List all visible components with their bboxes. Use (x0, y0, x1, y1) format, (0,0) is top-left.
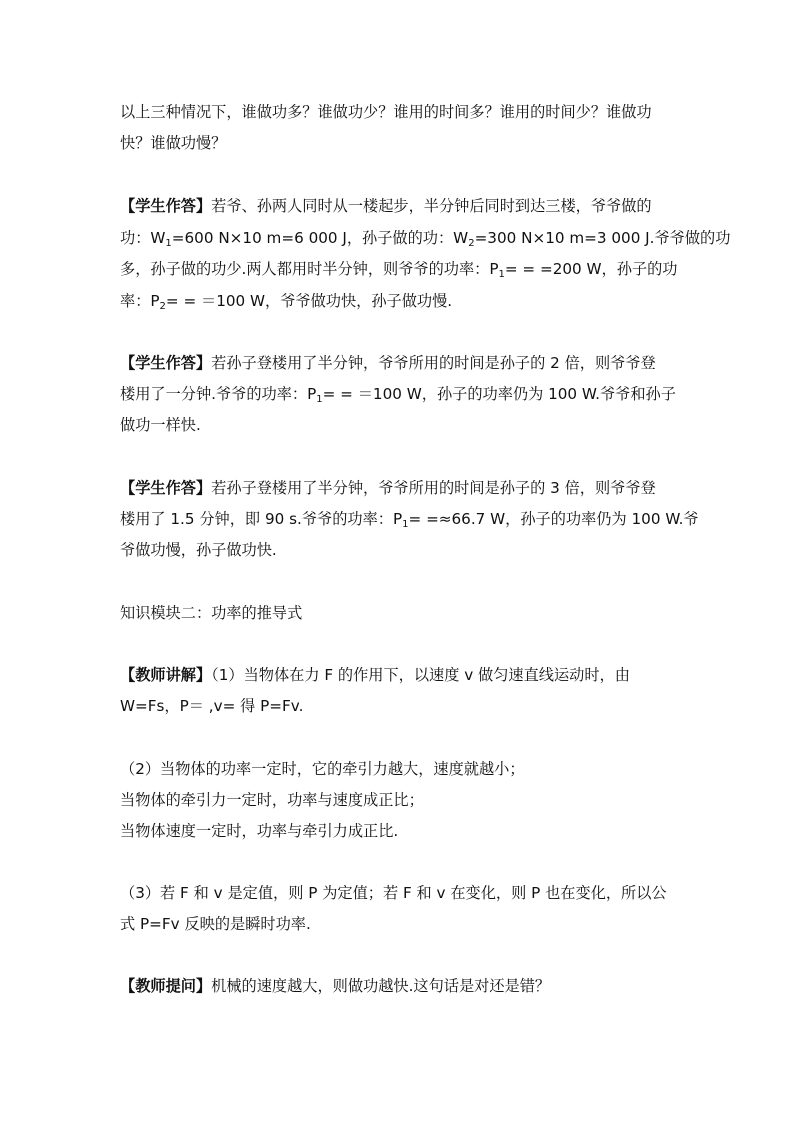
question-text: 机械的速度越大，则做功越快.这句话是对还是错？ (211, 977, 551, 995)
teacher-explanation-label: 【教师讲解】 (120, 666, 212, 684)
intro-question-line-2: 快？谁做功慢？ (120, 134, 227, 152)
student-answer-2-line-2 (120, 384, 680, 404)
teacher-explanation-line-2: W=Fs，P＝ ,v= 得 P=Fv. (120, 697, 304, 715)
answer-text: 多，孙子做的功少.两人都用时半分钟，则爷爷的功率：P (120, 260, 499, 278)
subscript: 2 (159, 301, 166, 312)
student-answer-label: 【学生作答】 (120, 354, 212, 372)
point-3-line-2: 式 P=Fv 反映的是瞬时功率. (120, 915, 311, 933)
student-answer-1-line-2 (120, 228, 731, 249)
subscript: 1 (498, 269, 505, 280)
explanation-text: （1）当物体在力 F 的作用下，以速度 v 做匀速直线运动时，由 (211, 666, 630, 684)
answer-text: 若爷、孙两人同时从一楼起步，半分钟后同时到达三楼，爷爷做的 (211, 197, 652, 215)
subscript: 1 (316, 394, 323, 405)
answer-text: =600 N×10 m=6 000 J，孙子做的功：W (171, 229, 469, 247)
answer-text: =300 N×10 m=3 000 J.爷爷做的功 (474, 229, 731, 247)
answer-text: = = ＝100 W，孙子的功率仍为 100 W.爷爷和孙子 (322, 385, 676, 403)
point-2-line-1: （2）当物体的功率一定时，它的牵引力越大，速度就越小； (120, 760, 525, 778)
student-answer-3-line-2 (120, 509, 699, 530)
student-answer-2-line-1 (120, 353, 680, 373)
student-answer-1-line-1 (120, 196, 680, 216)
teacher-question-label: 【教师提问】 (120, 977, 212, 995)
student-answer-1-line-4 (120, 291, 680, 311)
answer-text: 功：W (120, 229, 166, 247)
answer-text: 若孙子登楼用了半分钟，爷爷所用的时间是孙子的 2 倍，则爷爷登 (211, 354, 656, 372)
point-3-line-1: （3）若 F 和 v 是定值，则 P 为定值；若 F 和 v 在变化，则 P 也在变化，所以公 (120, 884, 667, 902)
subscript: 1 (402, 519, 409, 530)
answer-text: = =≈66.7 W，孙子的功率仍为 100 W.爷 (408, 510, 699, 528)
point-2-line-2: 当物体的牵引力一定时，功率与速度成正比； (120, 791, 424, 809)
student-answer-3-line-3: 爷做功慢，孙子做功快. (120, 541, 277, 559)
subscript: 1 (165, 238, 172, 249)
section-heading: 知识模块二：功率的推导式 (120, 604, 303, 622)
answer-text: 楼用了 1.5 分钟，即 90 s.爷爷的功率：P (120, 510, 403, 528)
student-answer-3-line-1 (120, 478, 680, 498)
teacher-explanation-line-1 (120, 665, 680, 685)
student-answer-2-line-3: 做功一样快. (120, 416, 201, 434)
teacher-question-line-1 (120, 976, 680, 996)
student-answer-label: 【学生作答】 (120, 479, 212, 497)
intro-question-line-1: 以上三种情况下，谁做功多？谁做功少？谁用的时间多？谁用的时间少？谁做功 (120, 103, 652, 121)
answer-text: 楼用了一分钟.爷爷的功率：P (120, 385, 317, 403)
answer-text: = = ＝100 W，爷爷做功快，孙子做功慢. (165, 292, 453, 310)
student-answer-label: 【学生作答】 (120, 197, 212, 215)
answer-text: 率：P (120, 292, 160, 310)
point-2-line-3: 当物体速度一定时，功率与牵引力成正比. (120, 822, 399, 840)
subscript: 2 (468, 238, 475, 249)
student-answer-1-line-3 (120, 259, 680, 279)
answer-text: 若孙子登楼用了半分钟，爷爷所用的时间是孙子的 3 倍，则爷爷登 (211, 479, 656, 497)
answer-text: = = =200 W，孙子的功 (504, 260, 678, 278)
